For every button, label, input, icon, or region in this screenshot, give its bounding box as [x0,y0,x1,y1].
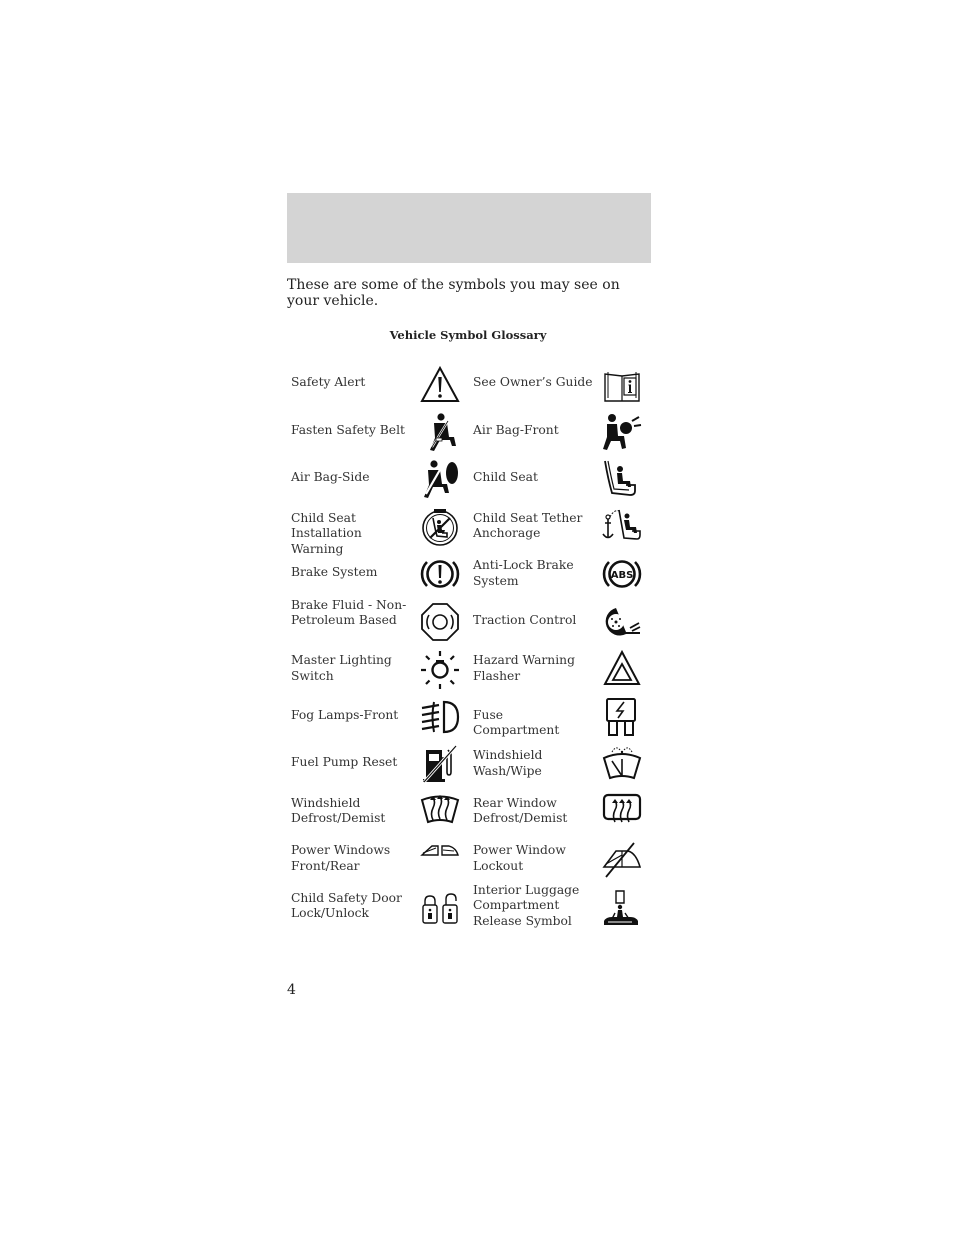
table-row [287,362,651,410]
brake-fluid-icon [420,602,460,642]
fog-lamp-icon [420,697,460,737]
fuel-pump-icon [420,744,460,784]
trunk-release-icon [602,889,642,929]
table-row [287,552,651,600]
symbol-label: Child Safety Door Lock/Unlock [291,890,402,920]
table-row [287,410,651,458]
table-row [287,597,651,648]
child-lock-icon [420,887,460,927]
child-seat-warning-icon [420,507,460,547]
child-seat-icon [602,459,642,499]
symbol-label: Fuel Pump Reset [291,755,398,769]
fuse-icon [602,697,642,737]
window-lockout-icon [602,839,642,879]
symbol-label: Brake Fluid - Non-Petroleum Based [291,597,407,627]
power-windows-icon [420,839,460,879]
tether-anchor-icon [602,507,642,547]
traction-control-icon [602,602,642,642]
symbol-label: Anti-Lock Brake System [473,558,574,588]
airbag-side-icon [420,459,460,499]
wash-wipe-icon [602,744,642,784]
symbol-label: Hazard Warning Flasher [473,653,575,683]
svg-text:ABS: ABS [610,570,634,581]
section-header-bar [287,193,651,263]
table-row [287,505,651,556]
symbol-label: Traction Control [473,612,577,627]
symbol-label: Interior Luggage Compartment Release Symbol [473,882,580,928]
symbol-label: Fuse Compartment [473,707,560,737]
symbol-label: Power Windows Front/Rear [291,843,391,873]
page-number: 4 [287,982,296,998]
owners-guide-icon [602,365,642,405]
warning-triangle-icon [420,365,460,405]
windshield-defrost-icon [420,792,460,832]
symbol-label: Child Seat Tether Anchorage [473,510,583,540]
symbol-label: Air Bag-Side [291,470,370,484]
brake-system-icon [420,554,460,594]
symbol-label: Rear Window Defrost/Demist [473,795,568,825]
symbol-label: Child Seat Installation Warning [291,510,362,556]
symbol-glossary-table [287,362,651,932]
symbol-label: Master Lighting Switch [291,653,392,683]
symbol-label: Windshield Defrost/Demist [291,795,386,825]
glossary-title: Vehicle Symbol Glossary [389,328,547,342]
table-row [287,647,651,695]
hazard-flasher-icon [602,649,642,689]
symbol-label: Air Bag-Front [473,422,559,437]
symbol-label: Child Seat [473,470,538,484]
table-row [287,882,651,933]
symbol-label: Fog Lamps-Front [291,707,399,722]
table-row [287,742,651,790]
symbol-label: Fasten Safety Belt [291,422,405,437]
table-row [287,695,651,743]
table-row [287,457,651,505]
rear-defrost-icon [602,792,642,832]
lighting-switch-icon [420,649,460,689]
symbol-label: Safety Alert [291,375,366,389]
symbol-label: Windshield Wash/Wipe [473,748,543,778]
intro-text: These are some of the symbols you may see on your vehicle. [287,277,620,309]
airbag-front-icon [602,412,642,452]
symbol-label: See Owner’s Guide [473,375,593,389]
table-row [287,837,651,885]
table-row [287,790,651,838]
symbol-label: Power Window Lockout [473,843,566,873]
seat-belt-icon [420,412,460,452]
abs-icon [602,554,642,594]
symbol-label: Brake System [291,565,378,579]
